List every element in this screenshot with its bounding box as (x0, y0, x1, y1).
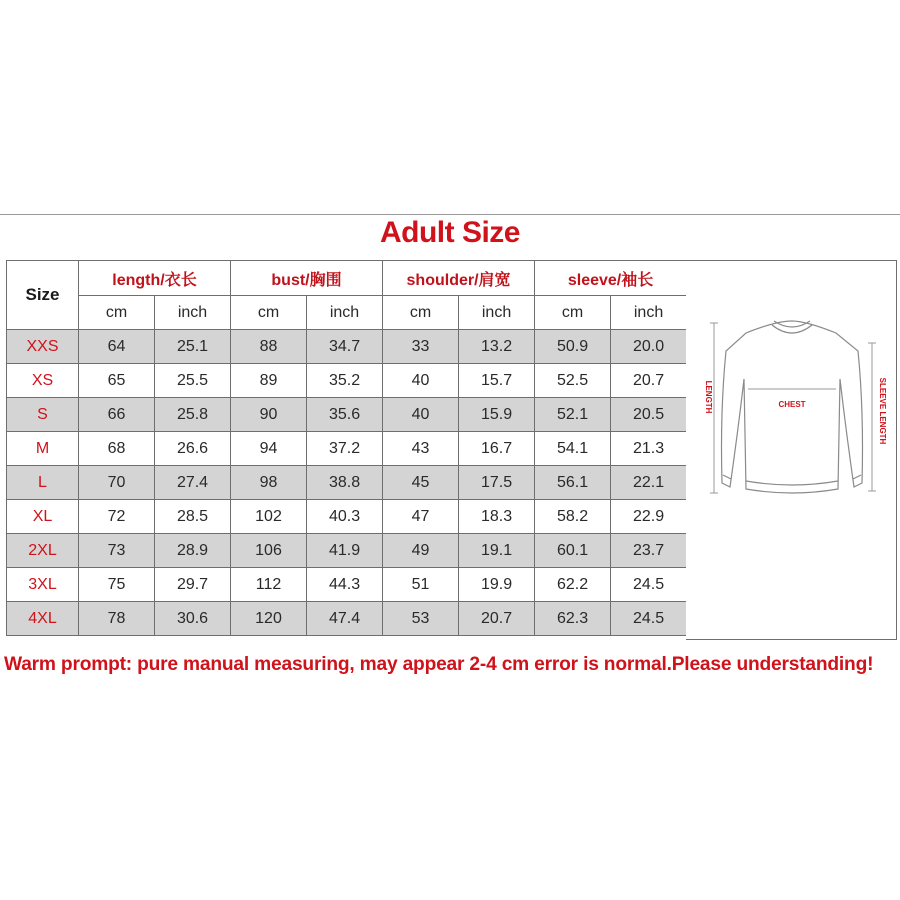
bust-header: bust/胸围 (231, 261, 383, 296)
measurement-cell: 40 (383, 364, 459, 398)
unit-header: cm (231, 296, 307, 330)
sleeve-header: sleeve/袖长 (535, 261, 687, 296)
measurement-cell: 22.9 (611, 500, 687, 534)
measurement-cell: 98 (231, 466, 307, 500)
measurement-cell: 78 (79, 602, 155, 636)
measurement-cell: 62.2 (535, 568, 611, 602)
measurement-cell: 94 (231, 432, 307, 466)
measurement-cell: 45 (383, 466, 459, 500)
size-label: 3XL (7, 568, 79, 602)
measurement-cell: 75 (79, 568, 155, 602)
measurement-cell: 52.5 (535, 364, 611, 398)
measurement-cell: 16.7 (459, 432, 535, 466)
size-table-body (7, 330, 687, 636)
measurement-cell: 20.5 (611, 398, 687, 432)
measurement-cell: 52.1 (535, 398, 611, 432)
table-row (7, 398, 687, 432)
measurement-cell: 17.5 (459, 466, 535, 500)
measurement-cell: 66 (79, 398, 155, 432)
table-row (7, 466, 687, 500)
chart-title: Adult Size (379, 216, 520, 249)
measurement-cell: 30.6 (155, 602, 231, 636)
measurement-cell: 25.1 (155, 330, 231, 364)
unit-header-row (7, 296, 687, 330)
unit-header: inch (611, 296, 687, 330)
size-label: L (7, 466, 79, 500)
chest-label: CHEST (778, 400, 806, 409)
sweater-outline-icon (686, 261, 896, 639)
size-label: M (7, 432, 79, 466)
measurement-cell: 15.9 (459, 398, 535, 432)
unit-header: cm (535, 296, 611, 330)
table-row (7, 330, 687, 364)
table-row (7, 602, 687, 636)
measurement-cell: 19.9 (459, 568, 535, 602)
sleeve-length-label: SLEEVE LENGTH (878, 377, 887, 445)
measurement-cell: 38.8 (307, 466, 383, 500)
measurement-cell: 20.0 (611, 330, 687, 364)
measurement-cell: 20.7 (611, 364, 687, 398)
measurement-cell: 62.3 (535, 602, 611, 636)
size-label: S (7, 398, 79, 432)
table-row (7, 432, 687, 466)
measurement-warning: Warm prompt: pure manual measuring, may appear 2-4 cm error is normal.Please understanding! (4, 654, 874, 675)
measurement-cell: 25.8 (155, 398, 231, 432)
measurement-cell: 23.7 (611, 534, 687, 568)
size-label: 2XL (7, 534, 79, 568)
measurement-cell: 26.6 (155, 432, 231, 466)
measurement-cell: 90 (231, 398, 307, 432)
measurement-cell: 51 (383, 568, 459, 602)
measurement-cell: 43 (383, 432, 459, 466)
measurement-cell: 24.5 (611, 602, 687, 636)
size-table (6, 260, 687, 636)
measurement-cell: 47 (383, 500, 459, 534)
unit-header: cm (79, 296, 155, 330)
measurement-cell: 68 (79, 432, 155, 466)
measurement-cell: 21.3 (611, 432, 687, 466)
measurement-cell: 20.7 (459, 602, 535, 636)
measurement-cell: 18.3 (459, 500, 535, 534)
measurement-cell: 24.5 (611, 568, 687, 602)
measurement-cell: 56.1 (535, 466, 611, 500)
measurement-cell: 89 (231, 364, 307, 398)
size-label: 4XL (7, 602, 79, 636)
measurement-cell: 27.4 (155, 466, 231, 500)
measurement-cell: 28.5 (155, 500, 231, 534)
size-label: XL (7, 500, 79, 534)
measurement-cell: 60.1 (535, 534, 611, 568)
measurement-cell: 47.4 (307, 602, 383, 636)
length-header: length/衣长 (79, 261, 231, 296)
measurement-cell: 49 (383, 534, 459, 568)
top-divider (0, 214, 900, 215)
measurement-cell: 73 (79, 534, 155, 568)
unit-header: inch (459, 296, 535, 330)
size-column-header: Size (7, 261, 79, 330)
measurement-cell: 65 (79, 364, 155, 398)
measurement-cell: 15.7 (459, 364, 535, 398)
measurement-cell: 28.9 (155, 534, 231, 568)
measurement-cell: 54.1 (535, 432, 611, 466)
table-row (7, 568, 687, 602)
measurement-cell: 35.6 (307, 398, 383, 432)
table-row (7, 364, 687, 398)
measurement-cell: 70 (79, 466, 155, 500)
measurement-cell: 58.2 (535, 500, 611, 534)
unit-header: cm (383, 296, 459, 330)
measurement-cell: 13.2 (459, 330, 535, 364)
unit-header: inch (307, 296, 383, 330)
measurement-cell: 29.7 (155, 568, 231, 602)
measurement-cell: 40.3 (307, 500, 383, 534)
measurement-cell: 19.1 (459, 534, 535, 568)
measurement-cell: 37.2 (307, 432, 383, 466)
measurement-cell: 34.7 (307, 330, 383, 364)
unit-header: inch (155, 296, 231, 330)
measurement-cell: 88 (231, 330, 307, 364)
size-label: XS (7, 364, 79, 398)
length-label: LENGTH (704, 380, 713, 414)
measurement-cell: 50.9 (535, 330, 611, 364)
measurement-cell: 112 (231, 568, 307, 602)
measurement-cell: 102 (231, 500, 307, 534)
measurement-cell: 41.9 (307, 534, 383, 568)
table-row (7, 500, 687, 534)
measurement-cell: 33 (383, 330, 459, 364)
shoulder-header: shoulder/肩宽 (383, 261, 535, 296)
measurement-cell: 44.3 (307, 568, 383, 602)
measurement-cell: 22.1 (611, 466, 687, 500)
measurement-cell: 72 (79, 500, 155, 534)
table-row (7, 534, 687, 568)
measurement-cell: 120 (231, 602, 307, 636)
measurement-cell: 25.5 (155, 364, 231, 398)
measurement-cell: 64 (79, 330, 155, 364)
measurement-cell: 106 (231, 534, 307, 568)
measurement-cell: 40 (383, 398, 459, 432)
measurement-cell: 35.2 (307, 364, 383, 398)
group-header-row (7, 261, 687, 296)
garment-diagram (686, 260, 897, 640)
measurement-cell: 53 (383, 602, 459, 636)
size-label: XXS (7, 330, 79, 364)
